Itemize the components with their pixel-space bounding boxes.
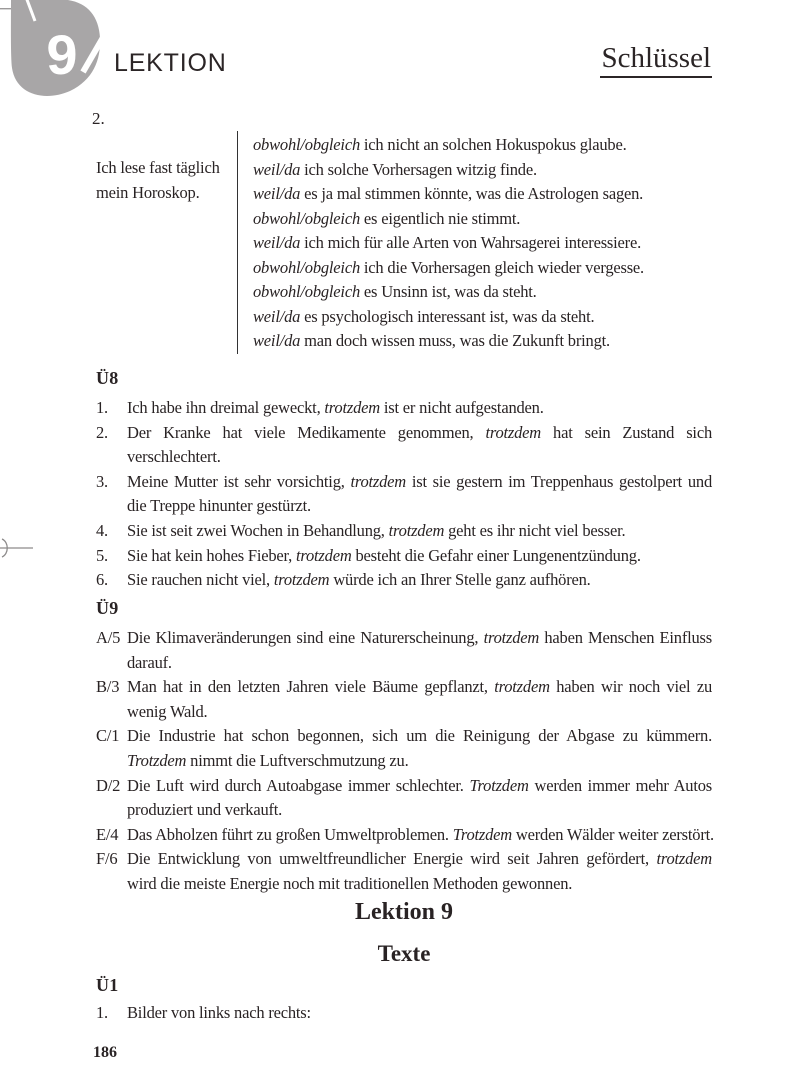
item-post: besteht die Gefahr einer Lungenentzündung. [351, 545, 641, 565]
conjunction: trotzdem [350, 471, 407, 491]
conjunction: Trotzdem [127, 750, 187, 770]
item-label: A/5 [96, 628, 121, 647]
item-number: 4. [96, 520, 108, 540]
item-text [127, 626, 712, 675]
item-text [127, 568, 712, 593]
conjunction: trotzdem [656, 849, 712, 869]
item-pre: Das Abholzen führt zu großen Umweltproblemen. [127, 824, 453, 844]
clause-line [253, 133, 644, 158]
item-pre: Die Entwicklung von umweltfreundlicher Energie wird seit Jahren gefördert, [127, 849, 657, 869]
item-text [127, 774, 712, 823]
conjunction: obwohl/obgleich [253, 257, 360, 277]
u8-item [96, 470, 712, 519]
item-pre: Sie hat kein hohes Fieber, [127, 545, 296, 565]
u8-heading: Ü8 [96, 368, 119, 388]
conjunction: obwohl/obgleich [253, 208, 360, 228]
item-pre: Die Klimaveränderungen sind eine Naturerscheinung, [127, 628, 484, 647]
u8-item [96, 396, 712, 421]
item-text [127, 396, 712, 421]
clause-text: es psychologisch interessant ist, was da steht. [300, 306, 595, 326]
conjunction: trotzdem [494, 677, 550, 697]
item-post: haben Menschen Einfluss darauf. [127, 628, 712, 672]
clause-text: ich die Vorhersagen gleich wieder vergesse. [360, 257, 644, 277]
stem-line: Ich lese fast täglich [96, 158, 220, 177]
item-pre: Die Industrie hat schon begonnen, sich um die Reinigung der Abgase zu kümmern. [127, 726, 712, 746]
item-label: C/1 [96, 726, 120, 746]
item-post: werden immer mehr Autos produziert und verkauft. [127, 775, 712, 820]
item-label: B/3 [96, 677, 120, 697]
item-post: werden Wälder weiter zerstört. [512, 824, 714, 844]
conjunction: trotzdem [324, 398, 380, 417]
item-post: ist er nicht aufgestanden. [379, 398, 544, 417]
item-text [127, 470, 712, 519]
item-number: 2. [96, 422, 108, 442]
clause-text: ich solche Vorhersagen witzig finde. [300, 159, 537, 179]
item-pre: Meine Mutter ist sehr vorsichtig, [127, 471, 351, 491]
item-text [127, 519, 712, 544]
item-post: würde ich an Ihrer Stelle ganz aufhören. [329, 570, 591, 590]
conjunction: trotzdem [273, 570, 330, 590]
conjunction: weil/da [253, 306, 301, 326]
clause-line [253, 256, 644, 281]
item-post: wird die meiste Energie noch mit traditionellen Methoden gewonnen. [127, 873, 573, 893]
clause-line [253, 231, 644, 256]
margin-registration-mark [0, 533, 40, 563]
item-number: 1. [96, 398, 108, 417]
item-text [127, 823, 714, 848]
u9-item [96, 675, 712, 724]
item-pre: Man hat in den letzten Jahren viele Bäume gepflanzt, [127, 677, 495, 697]
item-pre: Ich habe ihn dreimal geweckt, [127, 398, 325, 417]
item-pre: Der Kranke hat viele Medikamente genommen, [127, 422, 486, 442]
item-number: 1. [96, 1003, 108, 1022]
page-number: 186 [93, 1044, 117, 1061]
conjunction: obwohl/obgleich [253, 135, 360, 154]
item-pre: Sie rauchen nicht viel, [127, 570, 274, 590]
item-pre: Die Luft wird durch Autoabgase immer schlechter. [127, 775, 470, 795]
section-u9 [96, 598, 712, 897]
conjunction: trotzdem [296, 545, 352, 565]
item-label: D/2 [96, 775, 121, 795]
stem-line: mein Horoskop. [96, 182, 200, 202]
clause-line [253, 207, 644, 232]
clause-text: es ja mal stimmen könnte, was die Astrologen sagen. [300, 184, 644, 203]
header-schluessel-title: Schlüssel [600, 42, 712, 78]
texte-title: Texte [377, 941, 431, 966]
u8-item [96, 544, 712, 569]
u9-item [96, 847, 712, 896]
item-number: 5. [96, 545, 108, 565]
clause-text: man doch wissen muss, was die Zukunft bringt. [300, 331, 610, 350]
section-u8 [96, 368, 712, 593]
item-text [127, 544, 712, 569]
exercise2-number: 2. [92, 109, 105, 128]
exercise2-stem-cell [96, 131, 237, 354]
u1-heading: Ü1 [96, 975, 119, 995]
item-post: hat sein Zustand sich verschlechtert. [127, 422, 712, 467]
clause-text: es Unsinn ist, was da steht. [360, 282, 537, 301]
conjunction: weil/da [253, 331, 301, 350]
clause-line [253, 158, 644, 183]
item-text [127, 847, 712, 896]
item-number: 6. [96, 570, 108, 590]
lektion9-title: Lektion 9 [354, 899, 453, 925]
clause-line [253, 329, 644, 354]
item-label: E/4 [96, 824, 119, 844]
clause-text: es eigentlich nie stimmt. [360, 208, 521, 228]
conjunction: Trotzdem [469, 775, 529, 795]
conjunction: Trotzdem [452, 824, 512, 844]
item-post: nimmt die Luftverschmutzung zu. [186, 750, 409, 770]
item-label: F/6 [96, 849, 118, 869]
item-number: 3. [96, 471, 108, 491]
u9-item [96, 774, 712, 823]
conjunction: weil/da [253, 159, 301, 179]
lesson-badge [0, 0, 115, 105]
u1-item [96, 1003, 712, 1023]
lesson-number-digit: 9 [46, 23, 78, 86]
clause-line [253, 305, 644, 330]
item-text: Bilder von links nach rechts: [127, 1003, 311, 1022]
conjunction: trotzdem [485, 422, 541, 442]
clause-line [253, 182, 644, 207]
exercise2-clauses-cell [238, 131, 644, 354]
item-post: haben wir noch viel zu wenig Wald. [127, 677, 712, 721]
conjunction: weil/da [253, 233, 301, 252]
conjunction: weil/da [253, 184, 301, 203]
header-lektion-label: LEKTION [114, 49, 227, 77]
item-text [127, 675, 712, 724]
u8-item [96, 421, 712, 470]
clause-text: ich nicht an solchen Hokuspokus glaube. [360, 135, 627, 154]
u8-item [96, 568, 712, 593]
conjunction: trotzdem [388, 520, 445, 540]
item-post: ist sie gestern im Treppenhaus gestolpert und die Treppe hinunter gestürzt. [127, 471, 712, 516]
u9-item [96, 724, 712, 773]
u9-heading: Ü9 [96, 598, 119, 618]
clause-line [253, 280, 644, 305]
conjunction: trotzdem [483, 628, 540, 647]
exercise2-table [96, 131, 712, 354]
item-pre: Sie ist seit zwei Wochen in Behandlung, [127, 520, 389, 540]
u9-item [96, 823, 712, 848]
conjunction: obwohl/obgleich [253, 282, 360, 301]
item-text [127, 421, 712, 470]
item-text [127, 724, 712, 773]
u9-item [96, 626, 712, 675]
clause-text: ich mich für alle Arten von Wahrsagerei interessiere. [300, 233, 641, 252]
u8-item [96, 519, 712, 544]
item-post: geht es ihr nicht viel besser. [444, 520, 626, 540]
